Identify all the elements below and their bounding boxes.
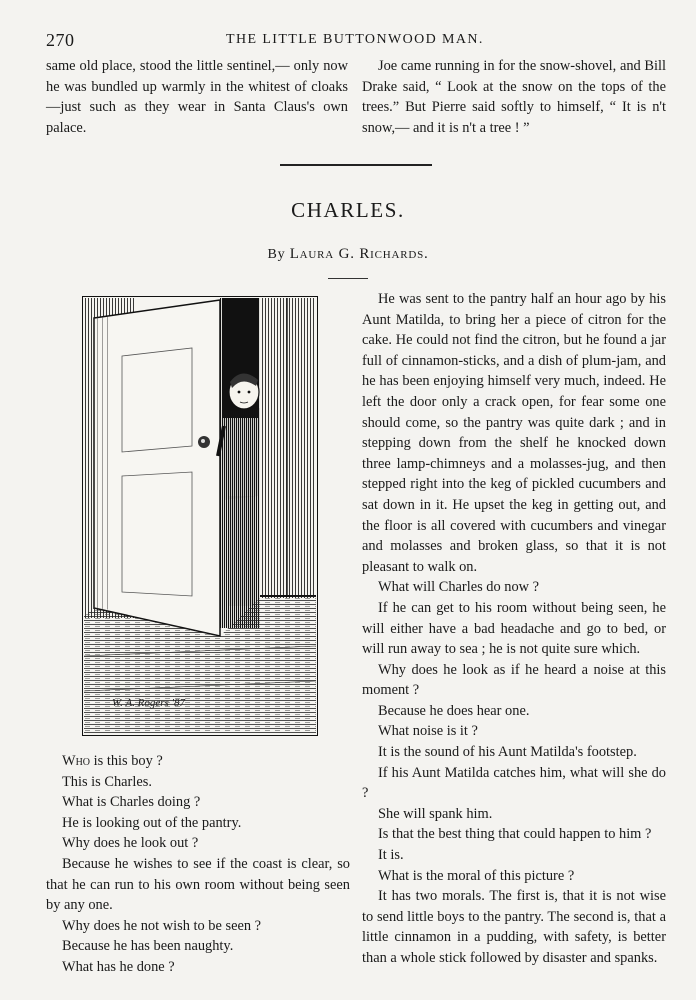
previous-story-end-right: [362, 56, 666, 138]
artist-signature: W. A. Rogers '87: [112, 697, 185, 709]
byline: [0, 246, 696, 263]
door: [94, 300, 220, 636]
paragraph: Why does he look as if he heard a noise at this moment ?: [362, 661, 666, 699]
illustration-boy-peeking-from-pantry: [82, 296, 318, 736]
paragraph: What is Charles doing ?: [62, 794, 201, 811]
lead-word: Who: [62, 753, 91, 769]
right-column: [362, 289, 666, 969]
paragraph: [46, 751, 350, 772]
byline-rule: [328, 278, 368, 279]
paragraph: He is looking out of the pantry.: [62, 814, 242, 831]
byline-prefix: By: [267, 247, 286, 262]
lead-rest: is this boy ?: [90, 753, 163, 769]
page-number: 270: [46, 30, 75, 50]
paragraph: What noise is it ?: [378, 723, 478, 740]
paragraph: What is the moral of this picture ?: [378, 867, 575, 884]
paragraph: Why does he look out ?: [62, 835, 199, 852]
paragraph: If his Aunt Matilda catches him, what will she do ?: [362, 764, 666, 802]
left-column: [46, 751, 350, 978]
paragraph: Because he has been naughty.: [62, 938, 234, 955]
paragraph: Is that the best thing that could happen to him ?: [378, 826, 652, 843]
story-title: CHARLES.: [291, 198, 405, 222]
wall-right: [260, 298, 316, 598]
paragraph: same old place, stood the little sentinel,— only now he was bundled up warmly in the whitest of cloaks —just such as they wear in Santa Claus's own palace.: [46, 58, 348, 136]
paragraph: What has he done ?: [62, 958, 175, 975]
paragraph: Because he does hear one.: [378, 702, 530, 719]
paragraph: It is the sound of his Aunt Matilda's footstep.: [378, 744, 637, 761]
paragraph: It has two morals. The first is, that it is not wise to send little boys to the pantry. The second is, that a little cinnamon in a pudding, with safety, is better than a whole stick followed by disaster and spanks.: [362, 888, 666, 966]
paragraph: Why does he not wish to be seen ?: [62, 917, 262, 934]
paragraph: This is Charles.: [62, 773, 152, 790]
paragraph: Because he wishes to see if the coast is clear, so that he can run to his own room without being seen by any one.: [46, 855, 350, 914]
paragraph: It is.: [378, 847, 404, 864]
paragraph: If he can get to his room without being seen, he will either have a bad headache and go to bed, or will run away to sea ; he is not quite sure which.: [362, 599, 666, 658]
byline-author: Laura G. Richards.: [289, 246, 429, 262]
running-title: THE LITTLE BUTTONWOOD MAN.: [226, 32, 484, 47]
paragraph: He was sent to the pantry half an hour ago by his Aunt Matilda, to bring her a piece of citron for the cake. He could not find the citron, but he found a jar full of cinnamon-sticks, and a dish of plum-jam, and he has been enjoying himself very much, indeed. He left the door only a crack open, for fear some one should come, so the pantry was quite dark ; and in stepping down from the shelf he knocked down three lamp-chimneys and a molasses-jug, and then stepped right into the keg of pickled cucumbers and sat down in it. He upset the keg in getting out, and the floor is all covered with cucumbers and vinegar and molasses and broken glass, so that it is not pleasant to walk on.: [362, 291, 666, 575]
previous-story-end-left: [46, 56, 348, 138]
paragraph: What will Charles do now ?: [378, 579, 540, 596]
paragraph: Joe came running in for the snow-shovel, and Bill Drake said, “ Look at the snow on the tops of the trees.” But Pierre said softly to himself, “ It is n't snow,— and it is n't a tree ! ”: [362, 58, 666, 136]
page-header: [46, 30, 666, 52]
section-divider: [280, 164, 432, 166]
paragraph: She will spank him.: [378, 805, 493, 822]
